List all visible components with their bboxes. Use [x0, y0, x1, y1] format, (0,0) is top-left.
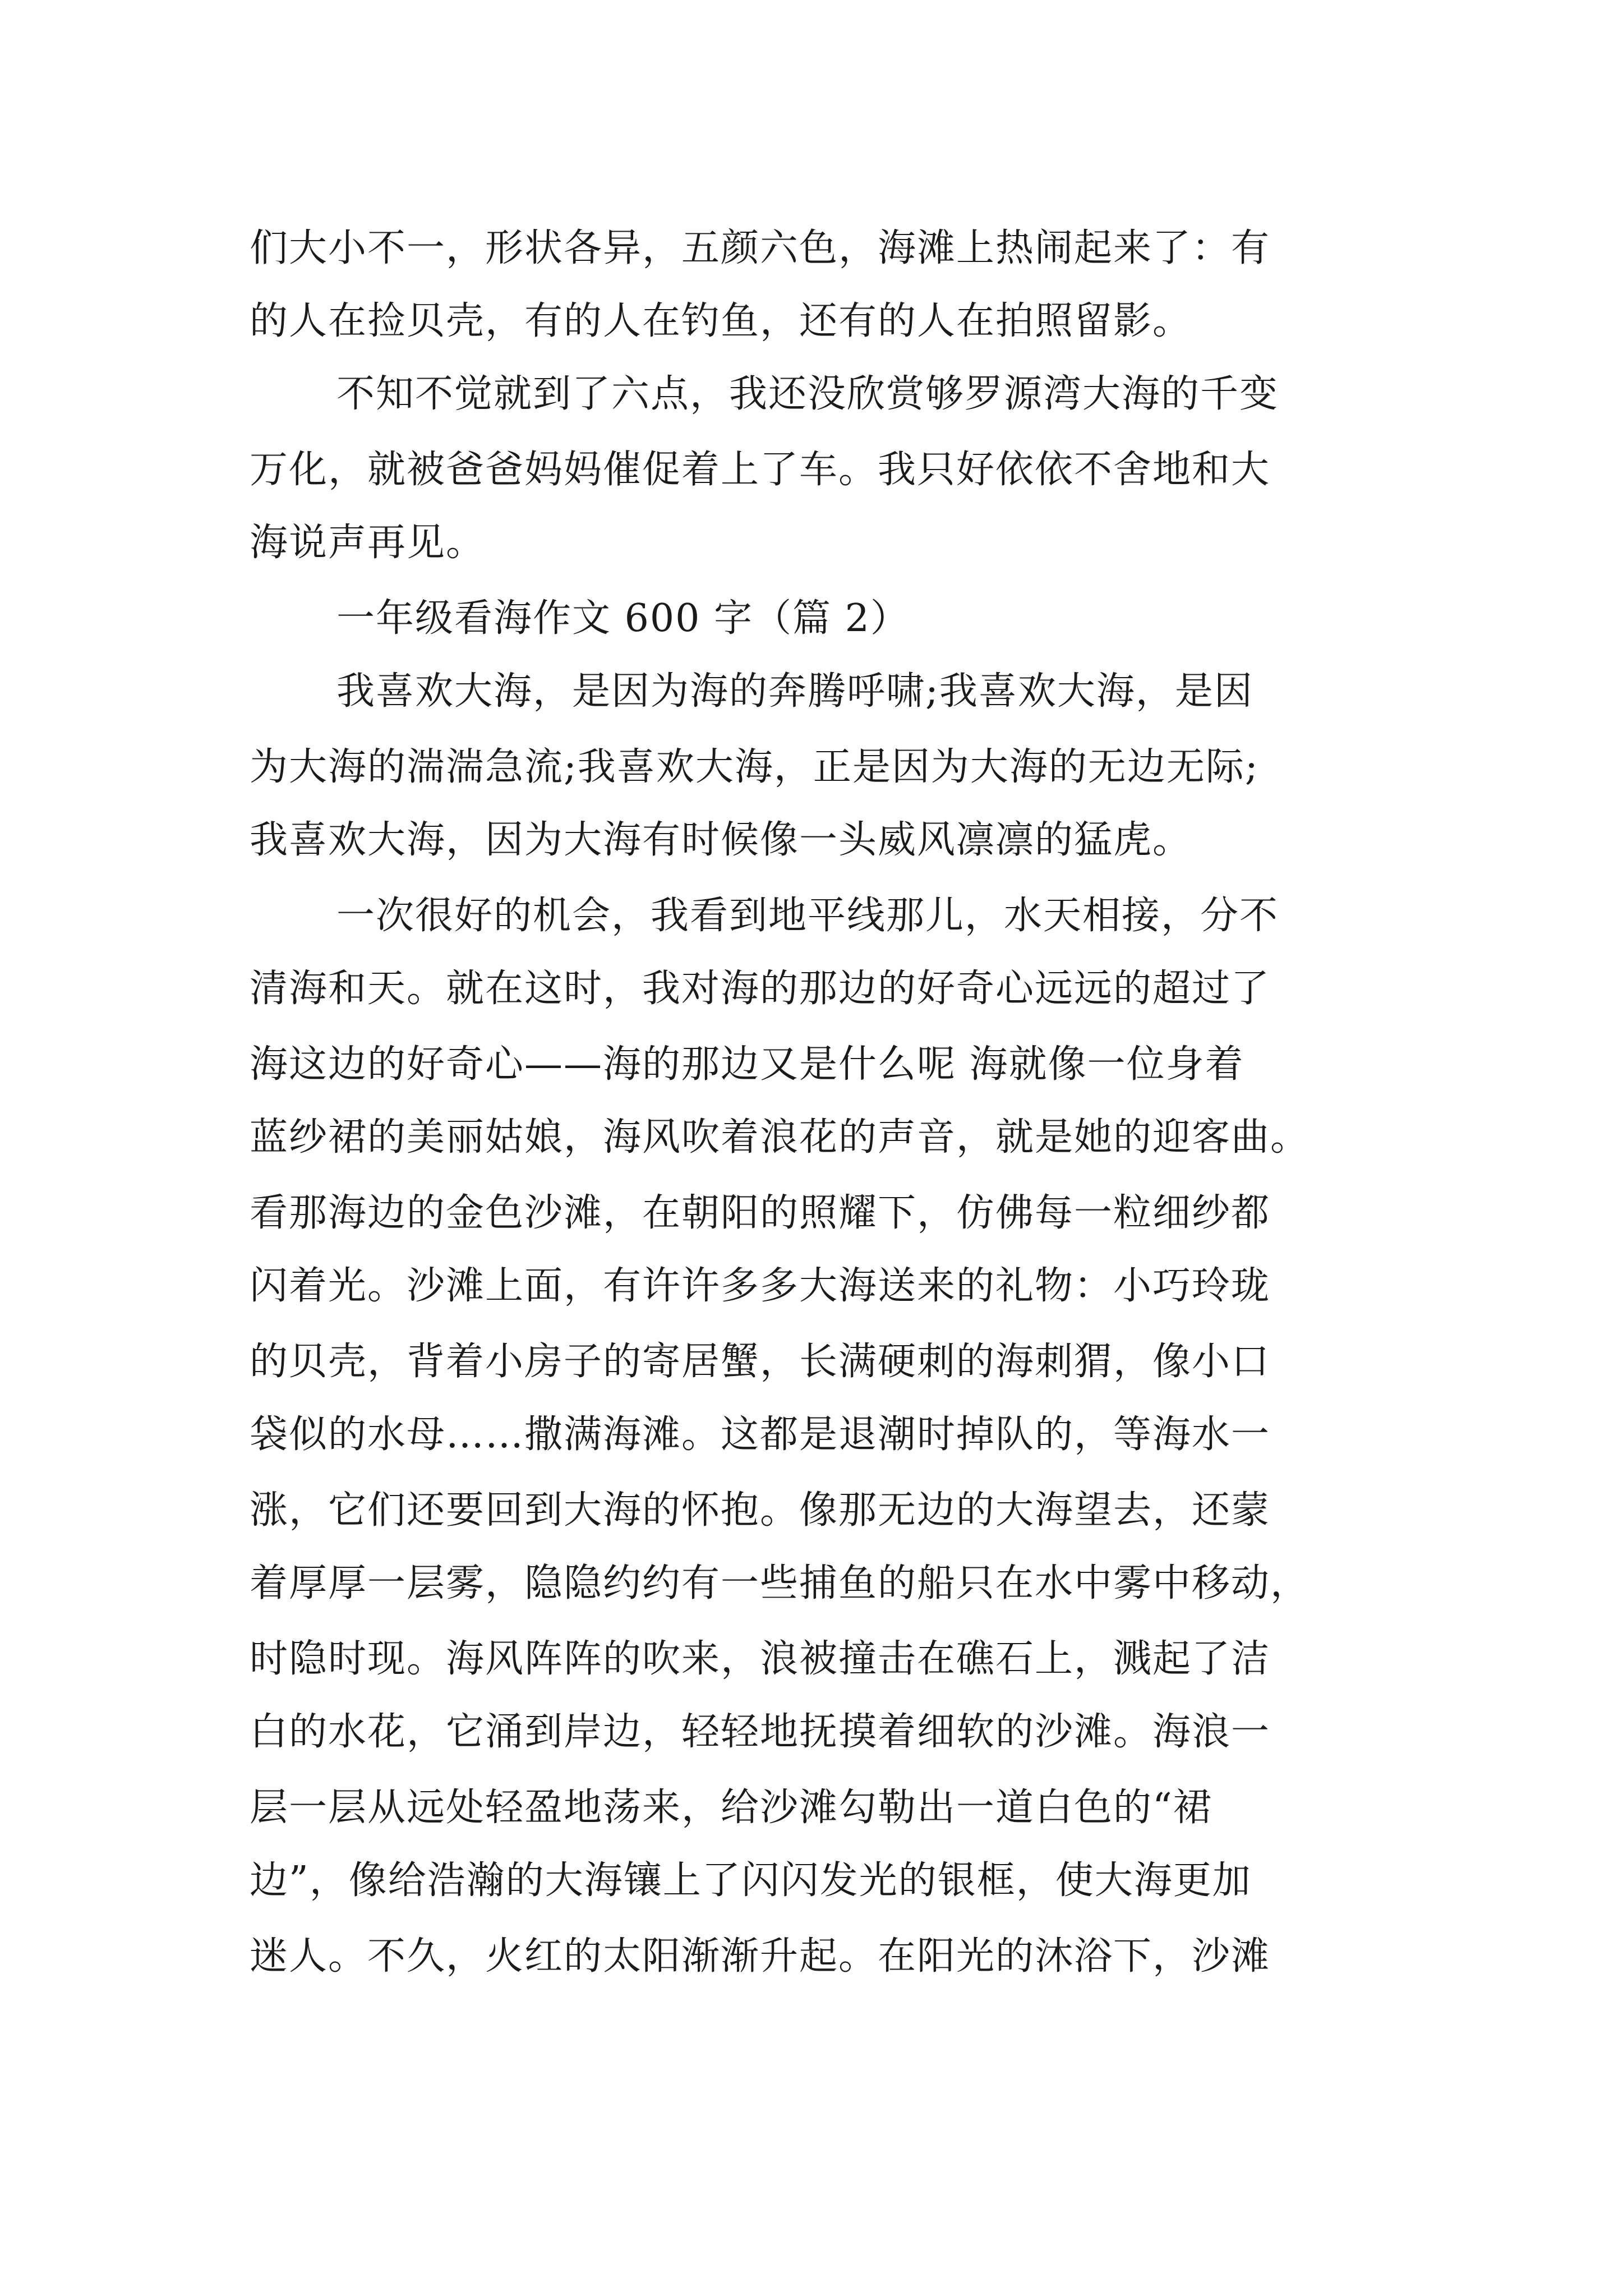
text-line: 着厚厚一层雾，隐隐约约有一些捕鱼的船只在水中雾中移动， [250, 1561, 1310, 1605]
text-line: 们大小不一，形状各异，五颜六色，海滩上热闹起来了：有 [250, 226, 1271, 270]
section-heading: 一年级看海作文 600 字（篇 2） [336, 596, 910, 641]
text-line: 蓝纱裙的美丽姑娘，海风吹着浪花的声音，就是她的迎客曲。 [250, 1115, 1310, 1159]
text-line: 迷人。不久，火红的太阳渐渐升起。在阳光的沐浴下，沙滩 [250, 1934, 1271, 1978]
text-line: 我喜欢大海，因为大海有时候像一头威风凛凛的猛虎。 [250, 818, 1192, 862]
text-line: 闪着光。沙滩上面，有许许多多大海送来的礼物：小巧玲珑 [250, 1264, 1271, 1308]
text-line: 边”，像给浩瀚的大海镶上了闪闪发光的银框，使大海更加 [250, 1858, 1252, 1903]
text-line: 清海和天。就在这时，我对海的那边的好奇心远远的超过了 [250, 967, 1271, 1011]
text-line: 层一层从远处轻盈地荡来，给沙滩勾勒出一道白色的“裙 [250, 1786, 1212, 1830]
text-line: 海这边的好奇心——海的那边又是什么呢 海就像一位身着 [250, 1042, 1244, 1087]
text-line: 白的水花，它涌到岸边，轻轻地抚摸着细软的沙滩。海浪一 [250, 1710, 1271, 1754]
text-line: 万化，就被爸爸妈妈催促着上了车。我只好依依不舍地和大 [250, 448, 1271, 492]
text-line: 的人在捡贝壳，有的人在钓鱼，还有的人在拍照留影。 [250, 299, 1192, 343]
text-line: 看那海边的金色沙滩，在朝阳的照耀下，仿佛每一粒细纱都 [250, 1191, 1271, 1235]
text-line: 涨，它们还要回到大海的怀抱。像那无边的大海望去，还蒙 [250, 1488, 1271, 1533]
paragraph-line: 一次很好的机会，我看到地平线那儿，水天相接，分不 [336, 894, 1279, 938]
text-line: 的贝壳，背着小房子的寄居蟹，长满硬刺的海刺猬，像小口 [250, 1340, 1271, 1384]
text-line: 袋似的水母……撒满海滩。这都是退潮时掉队的，等海水一 [250, 1412, 1271, 1457]
paragraph-line: 我喜欢大海，是因为海的奔腾呼啸;我喜欢大海，是因 [336, 669, 1253, 714]
text-line: 为大海的湍湍急流;我喜欢大海，正是因为大海的无边无际; [250, 745, 1259, 789]
text-line: 时隐时现。海风阵阵的吹来，浪被撞击在礁石上，溅起了洁 [250, 1637, 1271, 1681]
paragraph-line: 不知不觉就到了六点，我还没欣赏够罗源湾大海的千变 [336, 372, 1279, 416]
text-line: 海说声再见。 [250, 521, 486, 565]
